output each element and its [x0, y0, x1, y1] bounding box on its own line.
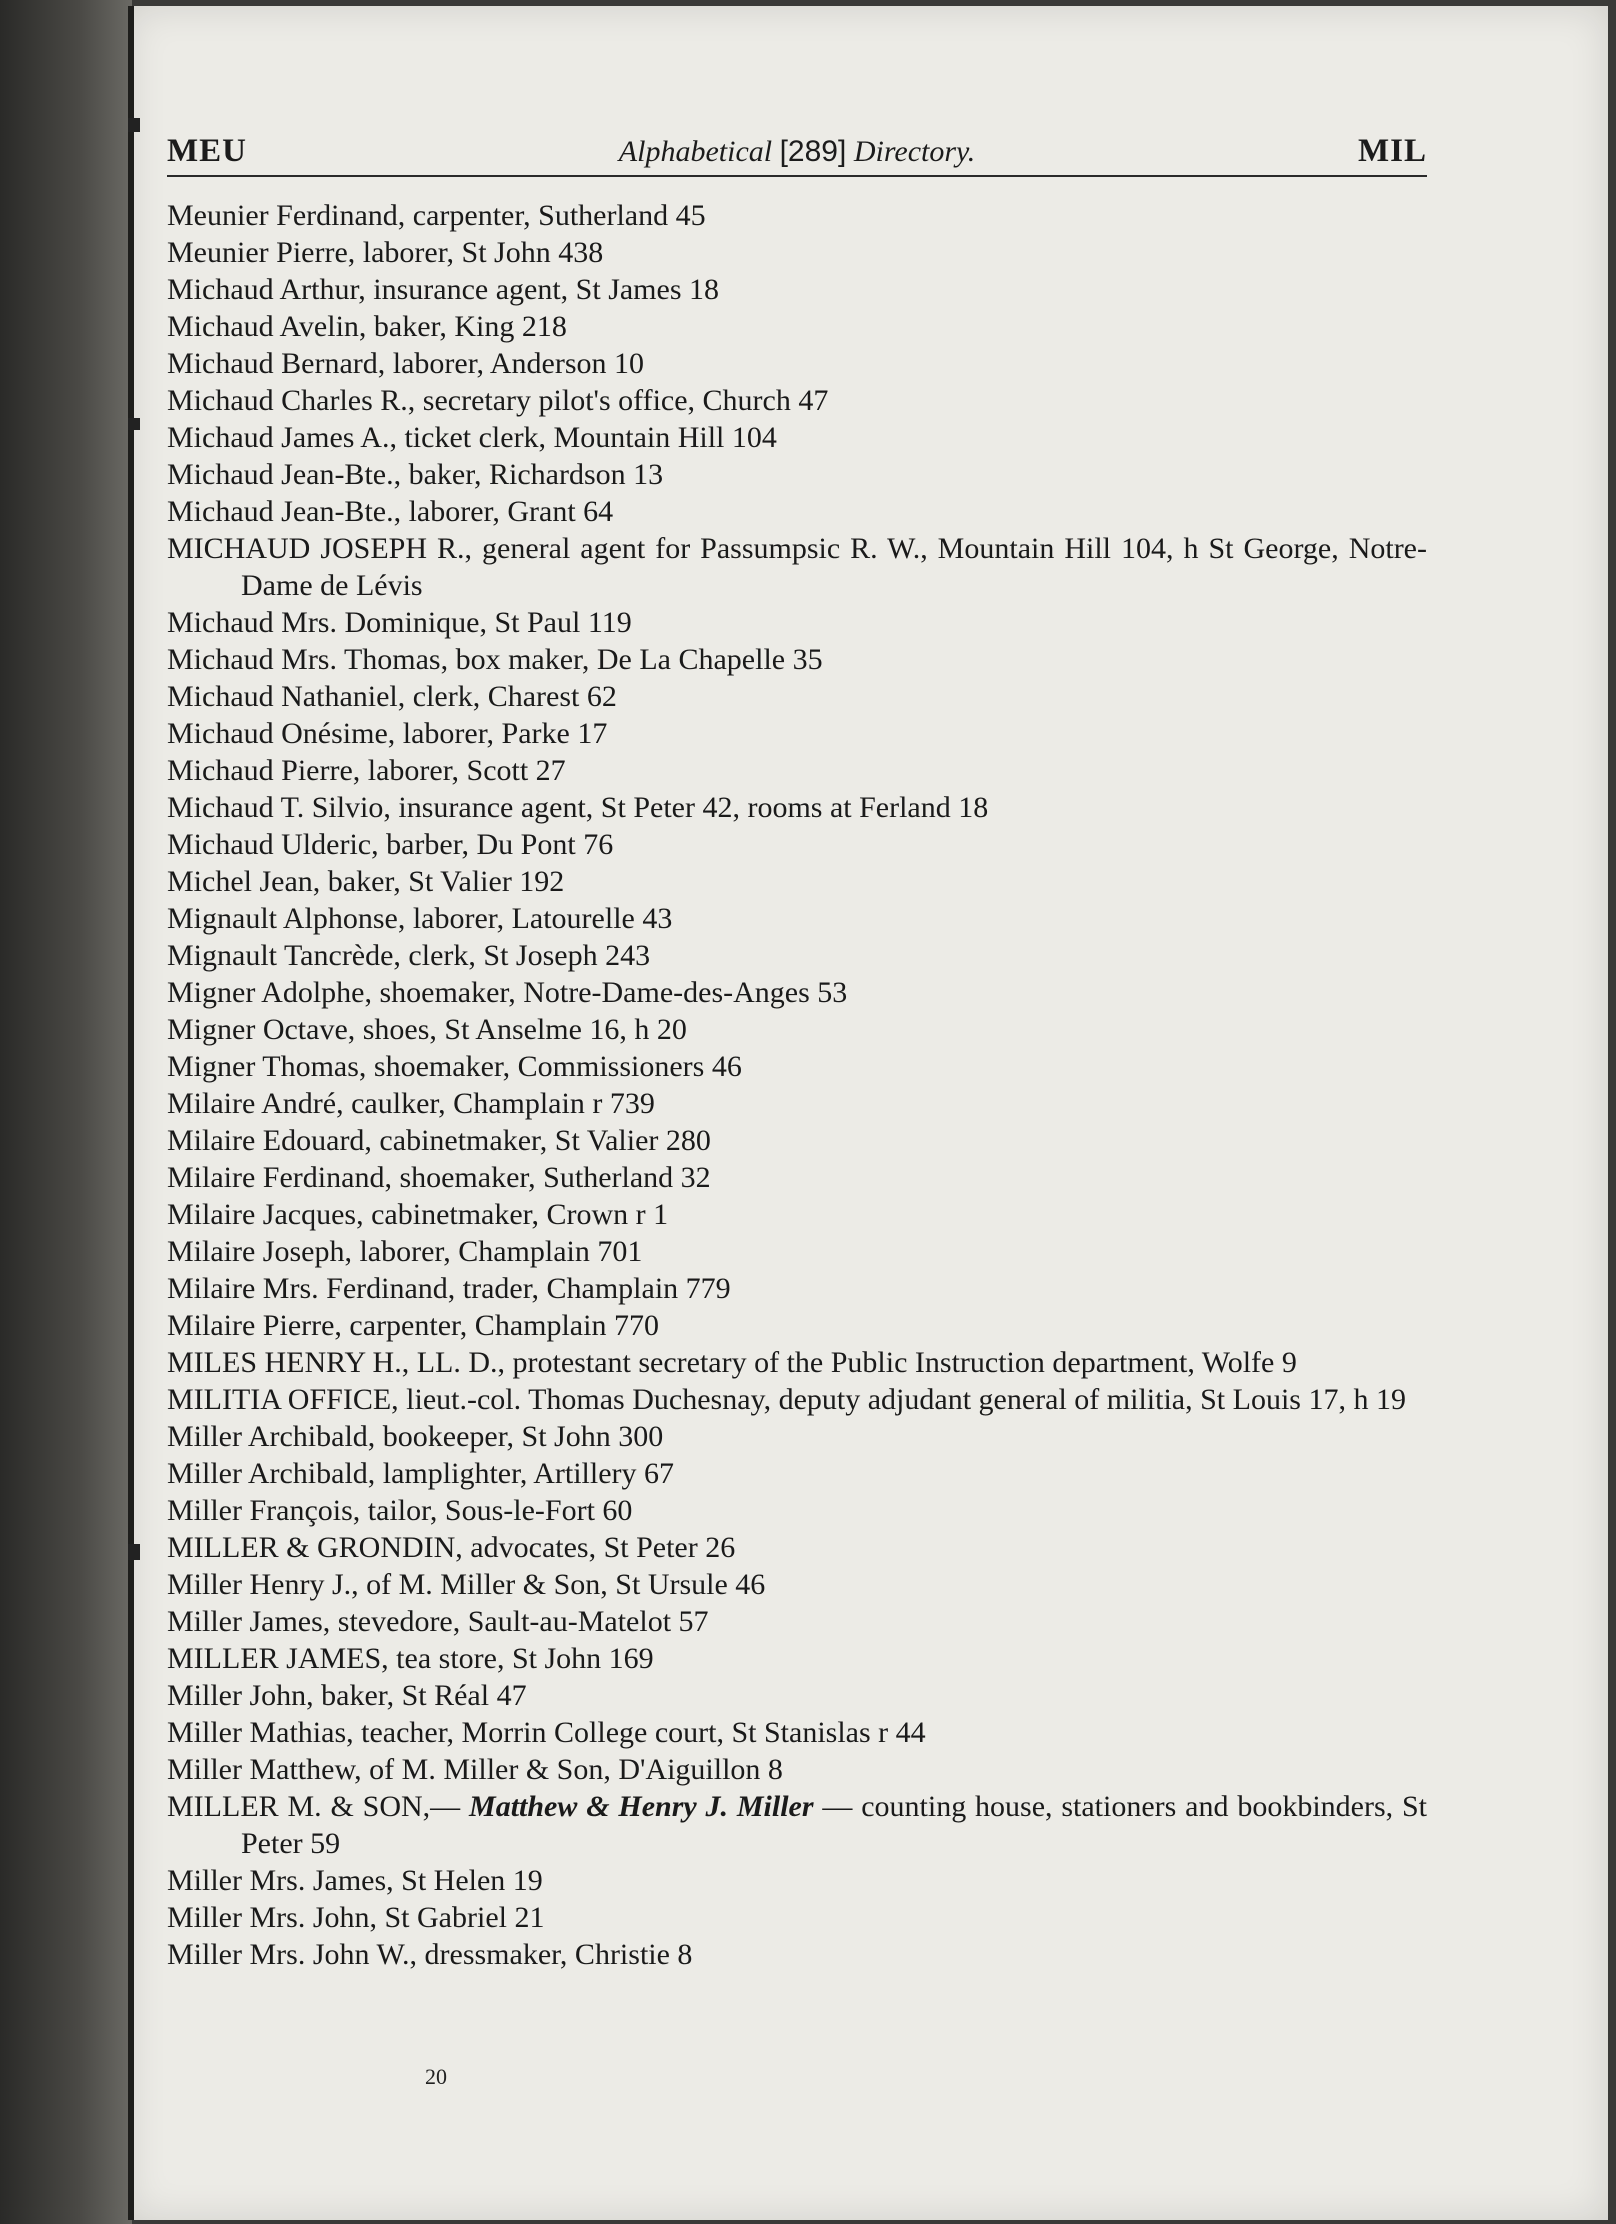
directory-entry: Michaud Charles R., secretary pilot's office, Church 47 — [167, 384, 829, 417]
directory-entry: Meunier Ferdinand, carpenter, Sutherland 45 — [167, 199, 706, 232]
directory-entry: Mignault Alphonse, laborer, Latourelle 43 — [167, 902, 673, 935]
binding-mark — [128, 118, 140, 132]
directory-entry: Michaud Mrs. Dominique, St Paul 119 — [167, 606, 632, 639]
directory-entry: Miller Matthew, of M. Miller & Son, D'Aiguillon 8 — [167, 1753, 783, 1786]
directory-entry: Michaud Nathaniel, clerk, Charest 62 — [167, 680, 617, 713]
directory-entry: Michaud Mrs. Thomas, box maker, De La Chapelle 35 — [167, 643, 823, 676]
header-title — [167, 135, 1427, 169]
header-title-before: Alphabetical — [618, 135, 780, 168]
directory-entry: Miller Archibald, lamplighter, Artillery 67 — [167, 1457, 675, 1490]
directory-entry: Michaud James A., ticket clerk, Mountain Hill 104 — [167, 421, 777, 454]
directory-entry: Migner Octave, shoes, St Anselme 16, h 20 — [167, 1013, 687, 1046]
directory-entry: Miller Mrs. John, St Gabriel 21 — [167, 1901, 545, 1934]
header-title-after: Directory. — [846, 135, 976, 168]
directory-entry: Michaud T. Silvio, insurance agent, St Peter 42, rooms at Ferland 18 — [167, 791, 989, 824]
binding-mark — [128, 1544, 140, 1560]
running-header — [167, 133, 1427, 177]
entry-firm-name: MILLER M. & SON,— — [167, 1790, 470, 1823]
directory-entry: Miller Henry J., of M. Miller & Son, St Ursule 46 — [167, 1568, 766, 1601]
directory-entry: Michaud Onésime, laborer, Parke 17 — [167, 717, 608, 750]
directory-entry: Michaud Jean-Bte., baker, Richardson 13 — [167, 458, 664, 491]
directory-entry: Miller Mrs. James, St Helen 19 — [167, 1864, 543, 1897]
directory-entry: Migner Adolphe, shoemaker, Notre-Dame-des-Anges 53 — [167, 976, 848, 1009]
directory-entry: Michaud Arthur, insurance agent, St James 18 — [167, 273, 720, 306]
directory-entry: Miller François, tailor, Sous-le-Fort 60 — [167, 1494, 633, 1527]
directory-entry: Meunier Pierre, laborer, St John 438 — [167, 236, 604, 269]
directory-entry: Migner Thomas, shoemaker, Commissioners 46 — [167, 1050, 742, 1083]
scan-background — [0, 0, 132, 2224]
directory-entry: Miller John, baker, St Réal 47 — [167, 1679, 527, 1712]
directory-entry: Michaud Jean-Bte., laborer, Grant 64 — [167, 495, 614, 528]
directory-entry: Milaire Joseph, laborer, Champlain 701 — [167, 1235, 643, 1268]
header-right-guide: MIL — [1358, 133, 1427, 169]
directory-entry: Michel Jean, baker, St Valier 192 — [167, 865, 565, 898]
directory-entry: Michaud Pierre, laborer, Scott 27 — [167, 754, 566, 787]
binding-mark — [128, 418, 140, 430]
directory-entries — [167, 197, 1427, 1973]
directory-entry: MILLER JAMES, tea store, St John 169 — [167, 1642, 654, 1675]
directory-entry: Michaud Avelin, baker, King 218 — [167, 310, 567, 343]
directory-entry: Mignault Tancrède, clerk, St Joseph 243 — [167, 939, 651, 972]
directory-entry: Milaire André, caulker, Champlain r 739 — [167, 1087, 655, 1120]
entry-partners: Matthew & Henry J. Miller — [469, 1790, 814, 1823]
binding-edge — [128, 6, 134, 2220]
directory-entry: MILLER & GRONDIN, advocates, St Peter 26 — [167, 1531, 736, 1564]
directory-entry: Milaire Pierre, carpenter, Champlain 770 — [167, 1309, 659, 1342]
directory-entry: MICHAUD JOSEPH R., general agent for Passumpsic R. W., Mountain Hill 104, h St George, Notre-Dame de Lévis — [167, 532, 1427, 602]
directory-entry: Milaire Mrs. Ferdinand, trader, Champlain 779 — [167, 1272, 731, 1305]
directory-entry: Miller Mrs. John W., dressmaker, Christie 8 — [167, 1938, 693, 1971]
directory-entry-firm — [167, 1788, 1427, 1862]
directory-entry: Michaud Bernard, laborer, Anderson 10 — [167, 347, 644, 380]
directory-entry: Milaire Jacques, cabinetmaker, Crown r 1 — [167, 1198, 669, 1231]
header-left-guide: MEU — [167, 133, 247, 169]
entry-firm-details: — counting house, stationers and bookbinders, St Peter 59 — [241, 1790, 1427, 1860]
directory-entry: Milaire Edouard, cabinetmaker, St Valier 280 — [167, 1124, 711, 1157]
directory-entry: Milaire Ferdinand, shoemaker, Sutherland 32 — [167, 1161, 711, 1194]
directory-entry: Michaud Ulderic, barber, Du Pont 76 — [167, 828, 614, 861]
page-number: [289] — [779, 135, 847, 168]
directory-entry: Miller Archibald, bookeeper, St John 300 — [167, 1420, 664, 1453]
signature-mark: 20 — [425, 2064, 447, 2089]
directory-entry: MILITIA OFFICE, lieut.-col. Thomas Duchesnay, deputy adjudant general of militia, St Louis 17, h 19 — [167, 1383, 1406, 1416]
directory-entry: Miller James, stevedore, Sault-au-Matelot 57 — [167, 1605, 709, 1638]
directory-entry: Miller Mathias, teacher, Morrin College court, St Stanislas r 44 — [167, 1716, 926, 1749]
directory-entry: MILES HENRY H., LL. D., protestant secretary of the Public Instruction department, Wolfe 9 — [167, 1346, 1297, 1379]
